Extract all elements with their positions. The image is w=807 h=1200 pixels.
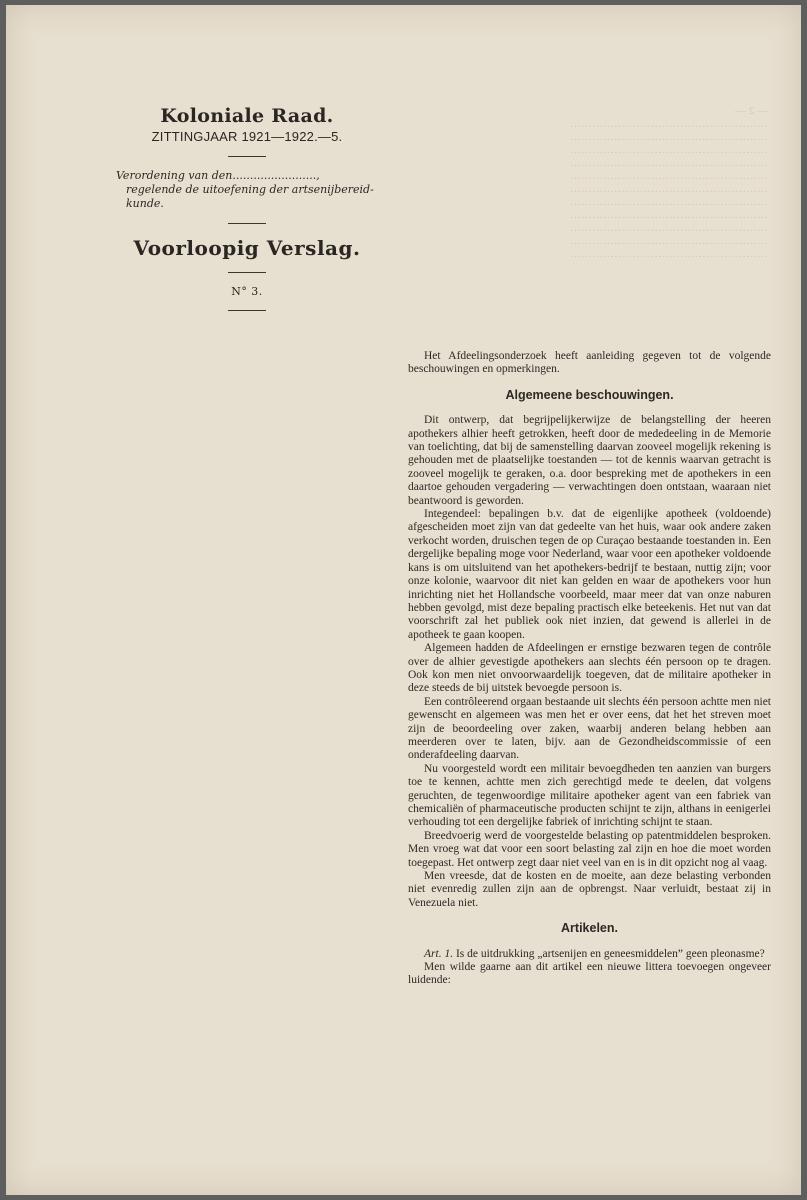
ordinance-line: kunde. <box>126 197 164 210</box>
article-text: Is de uitdrukking „artsenijen en geneesmiddelen” geen pleonasme? <box>455 947 765 960</box>
divider <box>228 156 266 157</box>
report-title: Voorloopig Verslag. <box>133 236 361 260</box>
body-paragraph: Een contrôleerend orgaan bestaande uit slechts één persoon achtte men niet gewenscht en algemeen was men het er over eens, dat het het streven moet zijn de beoordeeling over zaken, waarbij anderen belang hebben aan meerderen over te laten, bijv. aan de Gezondheidscommissie of een onderafdeeling daarvan. <box>408 695 771 762</box>
council-name: Koloniale Raad. <box>160 105 334 127</box>
section-heading: Artikelen. <box>561 921 618 936</box>
body-paragraph: Integendeel: bepalingen b.v. dat de eigenlijke apotheek (voldoende) afgescheiden moet zijn van dat gedeelte van het huis, waar ook andere zaken verkocht worden, druischen tegen de op Curaçao bestaande toestanden in. Een dergelijke bepaling moge voor Nederland, waar voor een apotheker voldoende kans is om uitsluitend van het apothekers-bedrijf te bestaan, nuttig zijn; voor onze kolonie, waarvoor dit niet kan gelden en waar de apothekers voor hun inrichting niet het Hollandsche voorbeeld, maar meer dat van onze naburen hebben gevolgd, mist deze bepaling practisch elke beteekenis. Het nut van dat voorschrift zal het publiek ook niet inzien, dat gewend is allerlei in de apotheek te gaan koopen. <box>408 508 771 641</box>
title-block <box>116 105 378 323</box>
article-label: Art. 1. <box>424 947 454 960</box>
ordinance-title <box>116 169 378 211</box>
divider <box>228 223 266 224</box>
session-year: ZITTINGJAAR 1921—1922.—5. <box>151 129 343 144</box>
section-heading: Algemeene beschouwingen. <box>505 387 674 402</box>
bleed-through-text: — 2 — ……………………………………………… ……………………………………………… ……………………………………………… ……………………………………………… ……………………………………………… ……………………………………………… ……………………………………………… ……………………………………………… ……………………………………………… ……………………………………………… ……………………………………………… <box>570 105 768 260</box>
body-paragraph: Nu voorgesteld wordt een militair bevoegdheden ten aanzien van burgers toe te kennen, achtte men zich gerechtigd mede te deelen, dat volgens geruchten, de tegenwoordige militaire apotheker agent van een fabriek van chemicaliën of pharmaceutische producten schijnt te zijn, althans in eenigerlei verhouding tot een dergelijke fabriek of inrichting schijnt te staan. <box>408 762 771 829</box>
report-body <box>408 350 771 988</box>
ordinance-line: Verordening van den........................, <box>116 169 320 182</box>
ordinance-line: regelende de uitoefening der artsenijbereid- <box>126 183 374 196</box>
body-paragraph: Men vreesde, dat de kosten en de moeite, aan deze belasting verbonden niet evenredig zullen zijn aan de opbrengst. Naar verluidt, bestaat zij in Venezuela niet. <box>408 870 771 909</box>
body-paragraph: Dit ontwerp, dat begrijpelijkerwijze de belangstelling der heeren apothekers alhier heeft getrokken, heeft door de mededeeling in de Memorie van toelichting, dat bij de samenstelling daarvan zooveel mogelijk rekening is gehouden met de plaatselijke toestanden — tot de kennis waarvan getracht is zooveel mogelijk te geraken, o.a. door bespreking met de apothekers in een daartoe gehouden vergadering — verwachtingen doen ontstaan, waaraan niet beantwoord is geworden. <box>408 414 771 507</box>
article-paragraph <box>408 948 771 961</box>
body-paragraph: Men wilde gaarne aan dit artikel een nieuwe littera toevoegen ongeveer luidende: <box>408 961 771 987</box>
body-paragraph: Algemeen hadden de Afdeelingen er ernstige bezwaren tegen de contrôle over de alhier gevestigde apothekers aan slechts één persoon op te dragen. Ook kon men niet onvoorwaardelijk toegeven, dat de militaire apotheker in deze steeds de bij uitstek bevoegde persoon is. <box>408 642 771 695</box>
body-paragraph: Breedvoerig werd de voorgestelde belasting op patentmiddelen besproken. Men vroeg wat dat voor een soort belasting zal zijn en hoe die moet worden toegepast. Het ontwerp zegt daar niet veel van en is in dit opzicht nog al vaag. <box>408 829 771 869</box>
document-page <box>6 5 801 1195</box>
divider <box>228 310 266 311</box>
document-number: N° 3. <box>231 285 263 298</box>
intro-paragraph: Het Afdeelingsonderzoek heeft aanleiding gegeven tot de volgende beschouwingen en opmerkingen. <box>408 350 771 376</box>
divider <box>228 272 266 273</box>
